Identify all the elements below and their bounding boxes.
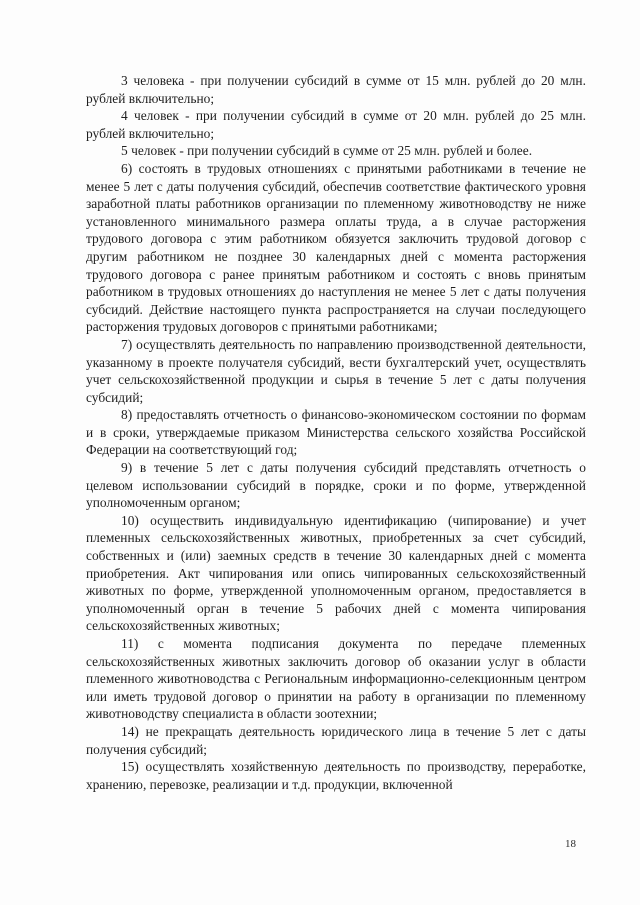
page-number: 18 [565,838,576,850]
document-body [86,72,586,793]
paragraph-item-6: 6) состоять в трудовых отношениях с принятыми работниками в течение не менее 5 лет с даты получения субсидий, обеспечив соответствие фактического уровня заработной платы работников организации по племенному животноводству не ниже установленного минимального размера оплаты труда, а в случае расторжения трудового договора с этим работником обязуется заключить трудовой договор с другим работником не позднее 30 календарных дней с момента расторжения трудового договора с ранее принятым работником и состоять с вновь принятым работником в трудовых отношениях до наступления не менее 5 лет с даты получения субсидий. Действие настоящего пункта распространяется на случаи последующего расторжения трудовых договоров с принятыми работниками; [86,160,586,335]
paragraph-4-persons: 4 человек - при получении субсидий в сумме от 20 млн. рублей до 25 млн. рублей включительно; [86,108,586,141]
paragraph-item-15: 15) осуществлять хозяйственную деятельность по производству, переработке, хранению, перевозке, реализации и т.д. продукции, включенной [86,759,586,792]
paragraph-5-persons: 5 человек - при получении субсидий в сумме от 25 млн. рублей и более. [121,143,533,159]
paragraph-item-14: 14) не прекращать деятельность юридического лица в течение 5 лет с даты получения субсидий; [86,723,586,757]
paragraph-item-7: 7) осуществлять деятельность по направлению производственной деятельности, указанному в проекте получателя субсидий, вести бухгалтерский учет, осуществлять учет сельскохозяйственной продукции и сырья в течение 5 лет с даты получения субсидий; [86,336,586,405]
paragraph-item-10: 10) осуществить индивидуальную идентификацию (чипирование) и учет племенных сельскохозяйственных животных, приобретенных за счет субсидий, собственных и (или) заемных средств в течение 30 календарных дней с момента приобретения. Акт чипирования или опись чипированных сельскохозяйственный животных по форме, утвержденной уполномоченным органом, предоставляется в уполномоченный орган в течение 5 рабочих дней с момента чипирования сельскохозяйственных животных; [86,512,586,634]
paragraph-item-8: 8) предоставлять отчетность о финансово-экономическом состоянии по формам и в сроки, утверждаемые приказом Министерства сельского хозяйства Российской Федерации на соответствующий год; [86,407,586,458]
paragraph-3-persons: 3 человека - при получении субсидий в сумме от 15 млн. рублей до 20 млн. рублей включительно; [86,73,586,106]
paragraph-item-11: 11) с момента подписания документа по передаче племенных сельскохозяйственных животных заключить договор об оказании услуг в области племенного животноводства с Региональным информационно-селекционным центром или иметь трудовой договор о принятии на работу в организации по племенному животноводству специалиста в области зоотехнии; [86,636,586,722]
paragraph-item-9: 9) в течение 5 лет с даты получения субсидий представлять отчетность о целевом использовании субсидий в порядке, сроки и по форме, утвержденной уполномоченным органом; [86,460,586,511]
